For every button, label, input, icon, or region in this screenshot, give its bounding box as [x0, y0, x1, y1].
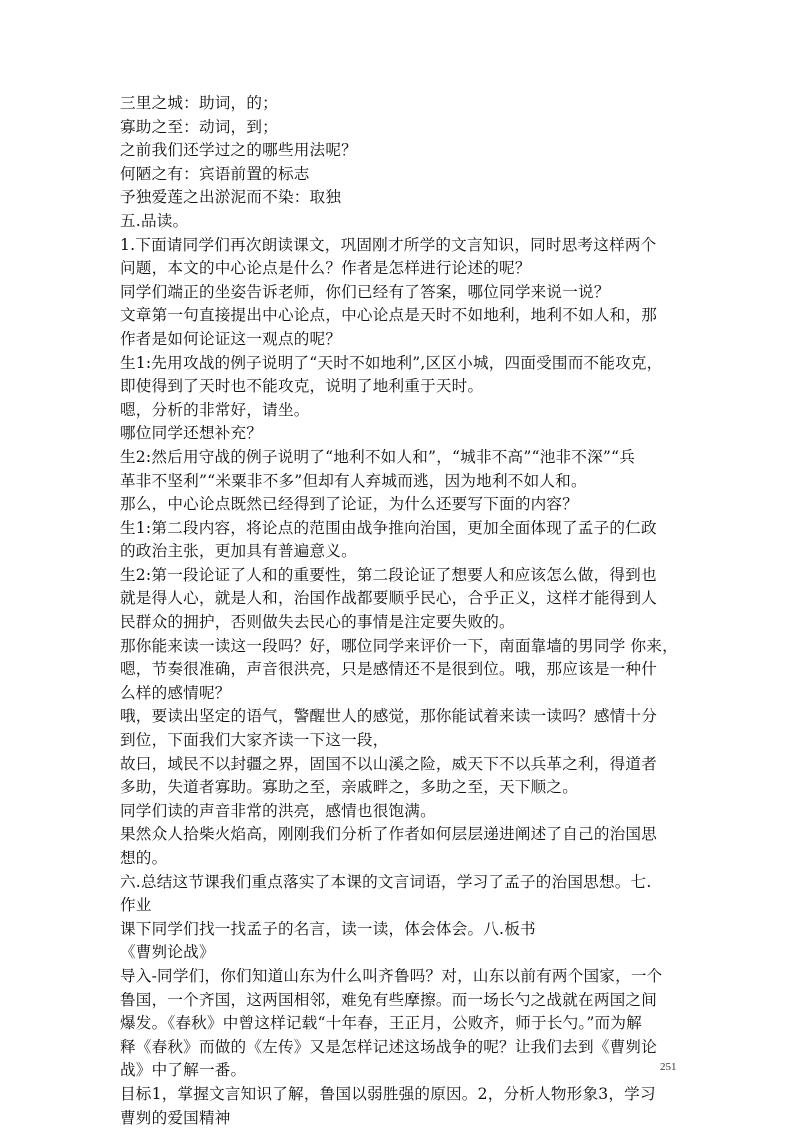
text-line: 曹刿的爱国精神	[120, 1108, 231, 1127]
section-heading: 五.品读。	[120, 211, 189, 230]
text-line: 问题，本文的中心论点是什么？作者是怎样进行论述的呢？	[120, 259, 531, 278]
text-line: 想的。	[120, 849, 168, 867]
text-line: 到位，下面我们大家齐读一下这一段，	[120, 731, 389, 750]
text-line: 寡助之至：动词，到；	[120, 117, 278, 136]
text-line: 何陋之有：宾语前置的标志	[120, 164, 310, 183]
text-line: 革非不坚利”“米粟非不多”但却有人弃城而逃，因为地利不如人和。	[120, 471, 587, 490]
text-line: 鲁国，一个齐国，这两国相邻，难免有些摩擦。而一场长勺之战就在两国之间	[120, 990, 657, 1009]
document-body	[120, 92, 692, 1130]
text-line: 予独爱莲之出淤泥而不染：取独	[120, 188, 342, 207]
text-line: 生1:第二段内容，将论点的范围由战争推向治国，更加全面体现了孟子的仁政	[120, 518, 657, 537]
text-line: 那你能来读一读这一段吗？好，哪位同学来评价一下，南面靠墙的男同学 你来，	[120, 636, 678, 655]
page-number: 251	[660, 1061, 677, 1073]
text-line: 1.下面请同学们再次朗读课文，巩固刚才所学的文言知识，同时思考这样两个	[120, 235, 657, 254]
text-line: 释《春秋》而做的《左传》又是怎样记述这场战争的呢？让我们去到《曹刿论	[120, 1037, 657, 1056]
text-line: 民群众的拥护，否则做失去民心的事情是注定要失败的。	[120, 613, 515, 632]
text-line: 哪位同学还想补充？	[120, 424, 263, 443]
text-line: 目标1，掌握文言知识了解，鲁国以弱胜强的原因。2，分析人物形象3，学习	[120, 1084, 656, 1103]
text-line: 嗯，分析的非常好，请坐。	[120, 400, 310, 419]
text-line: 作者是如何论证这一观点的呢？	[120, 329, 342, 348]
text-line: 的政治主张，更加具有普遍意义。	[120, 542, 357, 561]
text-line: 爆发。《春秋》中曾这样记载“十年春，王正月，公败齐，师于长勺。”而为解	[120, 1014, 642, 1033]
section-heading: 六.总结这节课我们重点落实了本课的文言词语，学习了孟子的治国思想。七.	[120, 872, 652, 891]
text-line: 就是得人心，就是人和，治国作战都要顺乎民心，合乎正义，这样才能得到人	[120, 589, 657, 608]
text-line: 多助，失道者寡助。寡助之至，亲戚畔之，多助之至，天下顺之。	[120, 778, 579, 797]
text-line: 那么，中心论点既然已经得到了论证，为什么还要写下面的内容？	[120, 495, 579, 514]
text-line: 哦，要读出坚定的语气，警醒世人的感觉，那你能试着来读一读吗？感情十分	[120, 707, 657, 726]
lesson-title: 《曹刿论战》	[120, 943, 215, 962]
text-line: 导入-同学们，你们知道山东为什么叫齐鲁吗？对，山东以前有两个国家，一个	[120, 966, 663, 985]
text-line: 生2:然后用守战的例子说明了“地利不如人和”，“城非不高”“池非不深”“兵	[120, 447, 636, 466]
text-line: 作业	[120, 896, 152, 915]
text-line: 同学们端正的坐姿告诉老师，你们已经有了答案，哪位同学来说一说？	[120, 282, 610, 301]
text-line: 同学们读的声音非常的洪亮，感情也很饱满。	[120, 801, 436, 820]
text-line: 故曰，域民不以封疆之界，固国不以山溪之险，威天下不以兵革之利，得道者	[120, 754, 657, 773]
text-line: 文章第一句直接提出中心论点，中心论点是天时不如地利，地利不如人和，那	[120, 306, 657, 325]
text-line: 嗯，节奏很准确，声音很洪亮，只是感情还不是很到位。哦，那应该是一种什	[120, 660, 657, 679]
text-line: 么样的感情呢？	[120, 683, 231, 702]
text-line: 生2:第一段论证了人和的重要性，第二段论证了想要人和应该怎么做，得到也	[120, 565, 657, 584]
text-line: 果然众人拾柴火焰高，刚刚我们分析了作者如何层层递进阐述了自己的治国思	[120, 825, 657, 844]
text-line: 三里之城：助词，的；	[120, 94, 278, 112]
text-line: 之前我们还学过之的哪些用法呢？	[120, 141, 357, 160]
text-line: 即使得到了天时也不能攻克，说明了地利重于天时。	[120, 377, 484, 396]
text-line: 课下同学们找一找孟子的名言，读一读，体会体会。八.板书	[120, 919, 536, 938]
text-line: 战》中了解一番。	[120, 1061, 247, 1080]
text-line: 生1:先用攻战的例子说明了“天时不如地利”,区区小城，四面受围而不能攻克，	[120, 353, 663, 372]
